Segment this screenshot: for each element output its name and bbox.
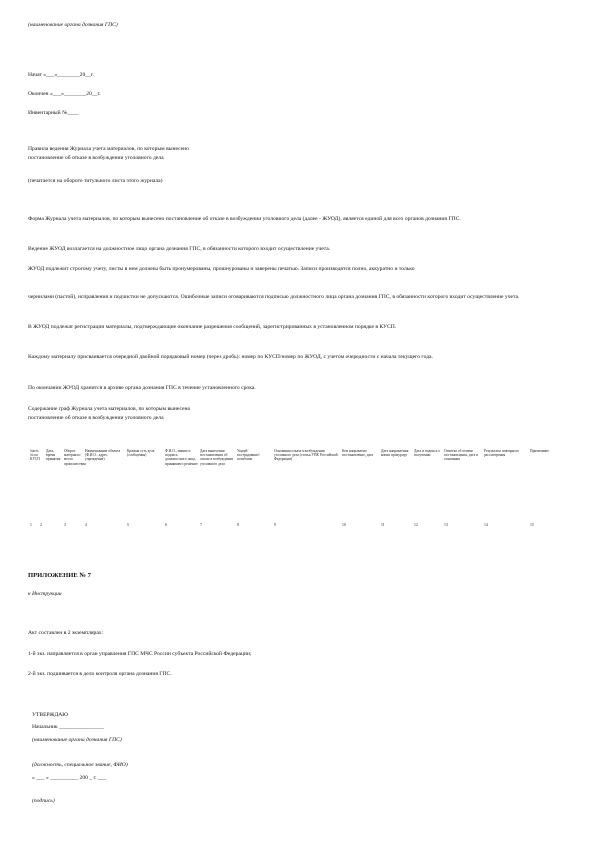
column-header-1: №п/п, № по КУСП <box>30 449 40 462</box>
column-number-1: 1 <box>30 523 32 527</box>
column-header-4: Наименование объекта (Ф.И.О., адрес, учреждение) <box>85 449 121 462</box>
copy-1-line: 1-й экз. направляется в орган управления ГПС МЧС России субъекта Российской Федерации; <box>28 651 252 657</box>
column-header-5: Краткая суть дела (сообщения) <box>127 449 155 458</box>
rules-paragraph-1: Форма Журнала учета материалов, по которым вынесено постановление об отказе в возбуждении уголовного дела (далее - ЖУОД), является единой для всех органов дознания ГПС. <box>28 216 461 222</box>
rules-title-line-2: постановление об отказе в возбуждении уголовного дела <box>28 155 164 161</box>
rules-title-line-1: Правила ведения Журнала учета материалов, по которым вынесено <box>28 146 189 152</box>
approve-organ-note: (наименование органа дознания ГПС) <box>32 737 122 743</box>
column-header-7: Дата вынесения постановления об отказе в возбуждении уголовного дела <box>200 449 234 466</box>
rules-paragraph-6: Каждому материалу присваивается очередной двойной порядковый номер (через дробь): номер по КУСП/номер по ЖУОД, с учетом очередности с начала текущего года. <box>28 354 433 360</box>
signature-note: (подпись) <box>32 798 55 804</box>
column-number-15: 15 <box>530 523 534 527</box>
column-number-11: 11 <box>381 523 385 527</box>
rules-paragraph-3: ЖУОД подлежит строгому учету, листы в нем должны быть пронумерованы, прошнурованы и заверены печатью. Записи производятся полно, аккуратно и только <box>28 266 415 272</box>
column-number-4: 4 <box>85 523 87 527</box>
appendix-subtitle: к Инструкции <box>28 591 62 597</box>
column-header-6: Ф.И.О., звание и подпись должностного лица, принявшего решение <box>165 449 198 466</box>
column-header-15: Примечание <box>530 449 549 453</box>
journal-start-line: Начат «___»________20__г. <box>28 72 94 78</box>
column-header-11: Дата направления копии прокурору <box>381 449 409 458</box>
column-header-8: Ущерб/ пострадавшие/ погибшие <box>237 449 260 462</box>
rules-paragraph-4: чернилами (пастой), исправления и подчистки не допускаются. Ошибочные записи оговариваются подписью должностного лица органа дознания ГПС, в обязанности которого входит осуществление учета. <box>28 294 520 300</box>
position-rank-name-note: (должность, специальное звание, ФИО) <box>32 762 128 768</box>
column-header-2: Дата, время принятия <box>46 449 61 462</box>
column-header-10: Кем направлено постановление, дата <box>342 449 374 458</box>
columns-title-line-2: постановление об отказе в возбуждении уголовного дела <box>28 415 164 421</box>
head-signature-line: Начальник ________________ <box>32 724 104 730</box>
column-number-8: 8 <box>237 523 239 527</box>
column-number-12: 12 <box>414 523 418 527</box>
appendix-title: ПРИЛОЖЕНИЕ № 7 <box>28 572 91 579</box>
approval-date-line: « ___ » __________ 200 _ г. ___ <box>32 775 107 781</box>
column-number-6: 6 <box>165 523 167 527</box>
inventory-number-line: Инвентарный №____ <box>28 110 79 116</box>
approve-heading: УТВЕРЖДАЮ <box>32 712 69 718</box>
column-number-9: 9 <box>274 523 276 527</box>
column-number-7: 7 <box>200 523 202 527</box>
rules-paragraph-7: По окончании ЖУОД хранится в архиве органа дознания ГПС в течение установленного срока. <box>28 385 256 391</box>
column-number-3: 3 <box>64 523 66 527</box>
column-number-5: 5 <box>127 523 129 527</box>
copy-2-line: 2-й экз. подшивается в дело контроля органа дознания ГПС. <box>28 671 172 677</box>
rules-paragraph-5: В ЖУОД подлежат регистрации материалы, подтверждающие окончание разрешения сообщений, зарегистрированных в установленном порядке в КУСП. <box>28 324 397 330</box>
journal-end-line: Окончен «___»________20__г. <box>28 91 101 97</box>
column-header-12: Дата и подпись о получении <box>414 449 441 458</box>
column-header-14: Результаты повторного рассмотрения <box>484 449 520 458</box>
act-copies-line: Акт составлен в 2 экземплярах: <box>28 630 104 636</box>
rules-paragraph-2: Ведение ЖУОД возлагается на должностное лицо органа дознания ГПС, в обязанности которого входит осуществление учета. <box>28 246 331 252</box>
column-number-2: 2 <box>40 523 42 527</box>
column-header-13: Отметка об отмене постановления, дата и основания <box>444 449 479 462</box>
column-header-3: Оборот материала / место происшествия <box>64 449 86 466</box>
column-header-9: Основания отказа в возбуждении уголовного дела (статья УПК Российской Федерации) <box>274 449 338 462</box>
rules-print-note: (печатается на обороте титульного листа этого журнала) <box>28 178 163 184</box>
organ-name-note: (наименование органа дознания ГПС) <box>28 22 118 28</box>
column-number-10: 10 <box>342 523 346 527</box>
column-number-13: 13 <box>444 523 448 527</box>
column-number-14: 14 <box>484 523 488 527</box>
columns-title-line-1: Содержание граф Журнала учета материалов, по которым вынесено <box>28 406 191 412</box>
